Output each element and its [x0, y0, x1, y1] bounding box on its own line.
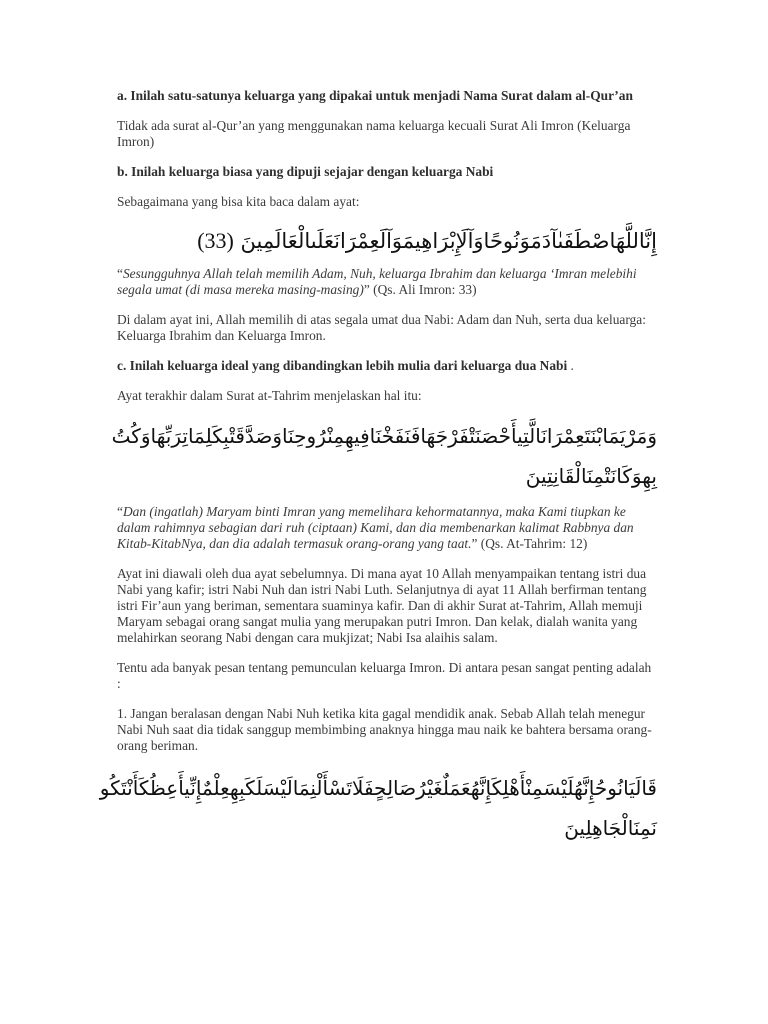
ayat-line-1: قَالَيَانُوحُإِنَّهُلَيْسَمِنْأَهْلِكَإِنَّهُعَمَلٌغَيْرُصَالِحٍفَلَاتَسْأَلْنِمَالَيْسَلَكَبِهِعِلْمٌإِنِّيأَعِظُكَأَنْتَكُو: [99, 776, 657, 800]
paragraph-b2: Di dalam ayat ini, Allah memilih di atas segala umat dua Nabi: Adam dan Nuh, serta dua keluarga: Keluarga Ibrahim dan Keluarga Imron.: [117, 312, 646, 343]
paragraph-a: Tidak ada surat al-Qur’an yang menggunakan nama keluarga kecuali Surat Ali Imron (Keluarga Imron): [117, 118, 631, 149]
ayat-hud-46: [99, 768, 657, 848]
paragraph-c-intro: Ayat terakhir dalam Surat at-Tahrim menjelaskan hal itu:: [117, 388, 422, 403]
paragraph-b-intro: Sebagaimana yang bisa kita baca dalam ayat:: [117, 194, 360, 209]
ayat-line-2: نَمِنَالْجَاهِلِينَ: [564, 816, 657, 840]
heading-c-line: [117, 358, 657, 374]
heading-c-tail: .: [567, 358, 574, 373]
heading-b: b. Inilah keluarga biasa yang dipuji sejajar dengan keluarga Nabi: [117, 164, 494, 179]
ayat-ali-imran-33: [117, 224, 657, 258]
heading-a: a. Inilah satu-satunya keluarga yang dipakai untuk menjadi Nama Surat dalam al-Qur’an: [117, 88, 633, 103]
quote-open: “: [117, 504, 123, 519]
heading-c: c. Inilah keluarga ideal yang dibandingkan lebih mulia dari keluarga dua Nabi: [117, 358, 568, 373]
ayat-number: (33): [197, 228, 234, 253]
quote-reference: (Qs. At-Tahrim: 12): [477, 536, 588, 551]
ayat-at-tahrim-12: [111, 416, 657, 496]
quote-text: Dan (ingatlah) Maryam binti Imran yang memelihara kehormatannya, maka Kami tiupkan ke dalam rahimnya sebagian dari ruh (ciptaan) Kami, dan dia membenarkan kalimat Rabbnya dan Kitab-KitabNya, dan dia adalah termasuk orang-orang yang taat.: [117, 504, 634, 551]
ayat-text: إِنَّاللَّهَاصْطَفَىٰآدَمَوَنُوحًاوَآلَإِبْرَاهِيمَوَآلَعِمْرَانَعَلَىالْعَالَمِينَ: [240, 229, 657, 253]
paragraph-c2: Ayat ini diawali oleh dua ayat sebelumnya. Di mana ayat 10 Allah menyampaikan tentang istri dua Nabi yang kafir; istri Nabi Nuh dan istri Nabi Luth. Selanjutnya di ayat 11 Allah berfirman tentang istri Fir’aun yang beriman, sementara suaminya kafir. Dan di akhir Surat at-Tahrim, Allah memuji Maryam sebagai orang sangat mulia yang merupakan putri Imron. Dan kelak, dialah wanita yang melahirkan seorang Nabi dengan cara mukjizat; Nabi Isa alaihis salam.: [117, 566, 647, 645]
translation-quote-2: [117, 504, 657, 552]
document-page: [99, 88, 657, 856]
ayat-line-2: بِهِوَكَانَتْمِنَالْقَانِتِينَ: [525, 464, 657, 488]
translation-quote-1: [117, 266, 657, 298]
quote-open: “: [117, 266, 123, 281]
quote-text: Sesungguhnya Allah telah memilih Adam, Nuh, keluarga Ibrahim dan keluarga ‘Imran melebihi segala umat (di masa mereka masing-masing): [117, 266, 637, 297]
quote-close: ”: [363, 282, 370, 297]
ayat-line-1: وَمَرْيَمَابْنَتَعِمْرَانَالَّتِيأَحْصَنَتْفَرْجَهَافَنَفَخْنَافِيهِمِنْرُوحِنَاوَصَدَّقَتْبِكَلِمَاتِرَبِّهَاوَكُتُ: [111, 424, 657, 448]
paragraph-e: 1. Jangan beralasan dengan Nabi Nuh ketika kita gagal mendidik anak. Sebab Allah telah menegur Nabi Nuh saat dia tidak sanggup membimbing anaknya hingga mau naik ke bahtera bersama orang-orang beriman.: [117, 706, 652, 753]
quote-reference: (Qs. Ali Imron: 33): [369, 282, 477, 297]
paragraph-d: Tentu ada banyak pesan tentang pemunculan keluarga Imron. Di antara pesan sangat penting adalah :: [117, 660, 652, 691]
quote-close: ”: [471, 536, 478, 551]
